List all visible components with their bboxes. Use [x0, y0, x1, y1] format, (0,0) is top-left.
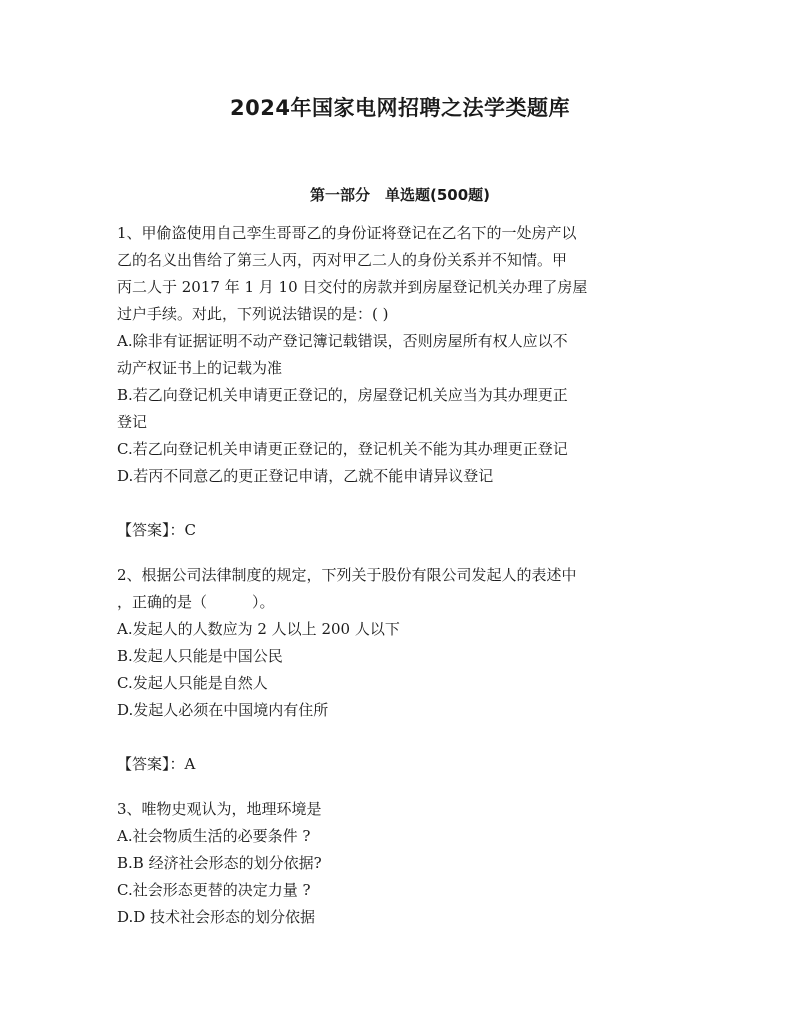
document-title: 2024年国家电网招聘之法学类题库: [230, 96, 570, 120]
option-b-line: B.发起人只能是中国公民: [117, 647, 283, 665]
question-3: [117, 796, 677, 931]
question-stem-line: 过户手续。对此，下列说法错误的是：( ): [117, 305, 389, 323]
option-d-line: D.发起人必须在中国境内有住所: [117, 701, 329, 719]
answer-1: 【答案】：C: [117, 521, 196, 539]
question-stem-line: 丙二人于 2017 年 1 月 10 日交付的房款并到房屋登记机关办理了房屋: [117, 278, 588, 296]
question-stem-line: 3、唯物史观认为，地理环境是: [117, 800, 322, 818]
question-stem-line: ，正确的是（ ）。: [117, 593, 275, 611]
option-b-line: B.若乙向登记机关申请更正登记的，房屋登记机关应当为其办理更正: [117, 386, 568, 404]
option-c-line: C.若乙向登记机关申请更正登记的，登记机关不能为其办理更正登记: [117, 440, 568, 458]
option-a-line: A.除非有证据证明不动产登记簿记载错误，否则房屋所有权人应以不: [117, 332, 568, 350]
spacer: [117, 544, 677, 562]
spacer: [117, 490, 677, 517]
question-stem-line: 2、根据公司法律制度的规定，下列关于股份有限公司发起人的表述中: [117, 566, 577, 584]
option-c-line: C.社会形态更替的决定力量 ?: [117, 881, 311, 899]
question-1: [117, 220, 677, 562]
option-a-line: A.社会物质生活的必要条件 ?: [117, 827, 311, 845]
option-a-line: 动产权证书上的记载为准: [117, 359, 283, 377]
option-c-line: C.发起人只能是自然人: [117, 674, 268, 692]
option-b-line: 登记: [117, 413, 148, 431]
section-heading: 第一部分 单选题(500题): [309, 186, 491, 204]
question-stem-line: 乙的名义出售给了第三人丙，丙对甲乙二人的身份关系并不知情。甲: [117, 251, 568, 269]
question-2: [117, 562, 677, 796]
question-stem-line: 1、甲偷盗使用自己孪生哥哥乙的身份证将登记在乙名下的一处房产以: [117, 224, 577, 242]
spacer: [117, 724, 677, 751]
option-b-line: B.B 经济社会形态的划分依据?: [117, 854, 322, 872]
answer-2: 【答案】：A: [117, 755, 196, 773]
option-d-line: D.若丙不同意乙的更正登记申请，乙就不能申请异议登记: [117, 467, 494, 485]
spacer: [117, 778, 677, 796]
option-d-line: D.D 技术社会形态的划分依据: [117, 908, 316, 926]
question-list: [117, 220, 677, 931]
option-a-line: A.发起人的人数应为 2 人以上 200 人以下: [117, 620, 400, 638]
